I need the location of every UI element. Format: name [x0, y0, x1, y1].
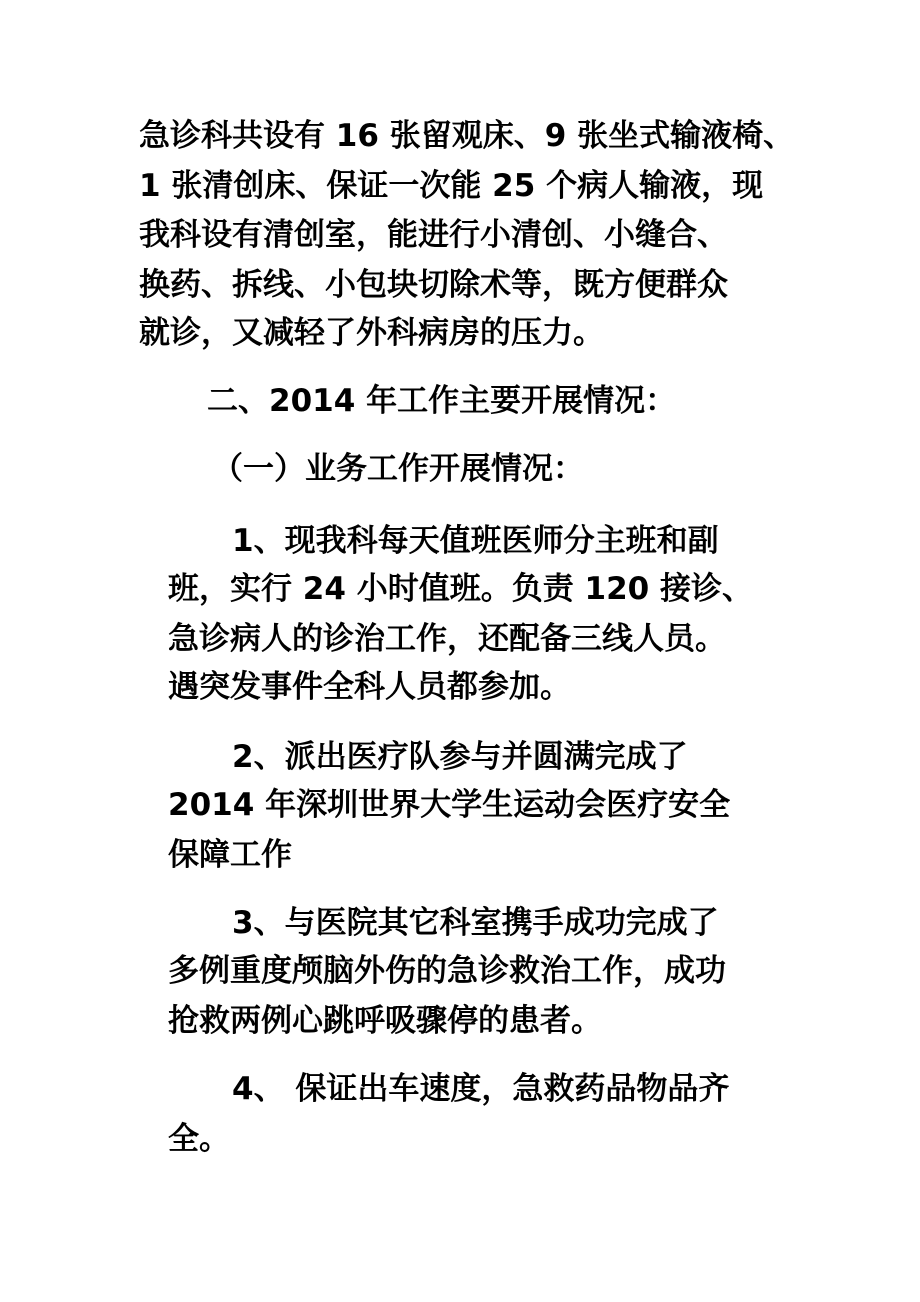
item-1-line-4: 遇突发事件全科人员都参加。 — [168, 669, 571, 705]
item-2-line-3: 保障工作 — [168, 837, 292, 873]
item-3-line-1: 3、与医院其它科室携手成功完成了 — [232, 905, 719, 941]
item-2-line-2: 2014 年深圳世界大学生运动会医疗安全 — [168, 787, 731, 823]
subsection-heading: （一）业务工作开展情况： — [212, 451, 584, 487]
item-3-line-2: 多例重度颅脑外伤的急诊救治工作，成功 — [168, 953, 726, 989]
intro-line-1: 急诊科共设有 16 张留观床、9 张坐式输液椅、 — [139, 118, 795, 154]
intro-line-3: 我科设有清创室，能进行小清创、小缝合、 — [139, 217, 728, 253]
item-1-line-3: 急诊病人的诊治工作，还配备三线人员。 — [168, 621, 726, 657]
item-1-line-1: 1、现我科每天值班医师分主班和副 — [232, 523, 719, 559]
item-3-line-3: 抢救两例心跳呼吸骤停的患者。 — [168, 1003, 602, 1039]
item-4-line-1: 4、 保证出车速度，急救药品物品齐 — [232, 1071, 730, 1107]
section-heading: 二、2014 年工作主要开展情况： — [207, 383, 677, 419]
intro-line-5: 就诊，又减轻了外科病房的压力。 — [139, 315, 604, 351]
item-4-line-2: 全。 — [168, 1121, 230, 1157]
item-1-line-2: 班，实行 24 小时值班。负责 120 接诊、 — [168, 571, 754, 607]
intro-line-4: 换药、拆线、小包块切除术等，既方便群众 — [139, 267, 728, 303]
item-2-line-1: 2、派出医疗队参与并圆满完成了 — [232, 739, 688, 775]
intro-line-2: 1 张清创床、保证一次能 25 个病人输液，现 — [139, 168, 764, 204]
